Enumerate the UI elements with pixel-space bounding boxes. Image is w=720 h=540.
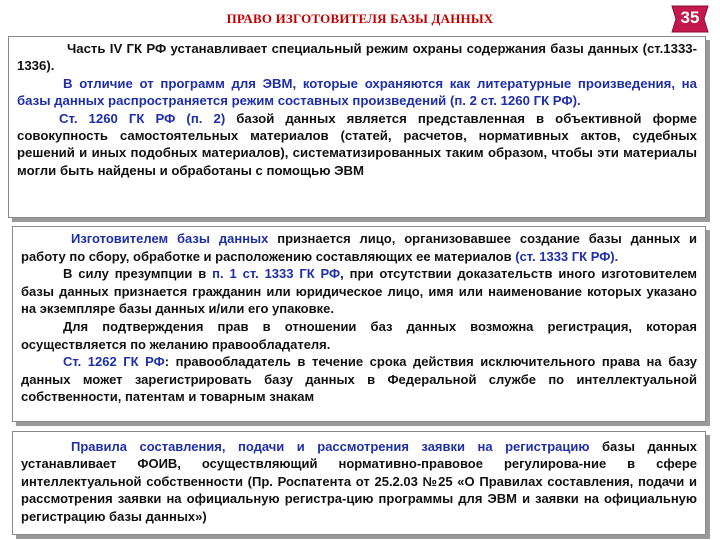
paragraph-definition (17, 110, 697, 180)
article-reference: (ст. 1333 ГК РФ). (515, 248, 619, 264)
article-reference: Ст. 1260 ГК РФ (п. 2) (59, 110, 226, 126)
panel-database-regime (8, 36, 706, 218)
panel-database-maker (12, 226, 706, 422)
paragraph-rules (21, 438, 697, 525)
paragraph-composite-works: В отличие от программ для ЭВМ, которые охраняются как литературные произведения, на базы данных распространяется режим составных произведений (п. 2 ст. 1260 ГК РФ). (17, 75, 697, 109)
paragraph-part-iv: Часть IV ГК РФ устанавливает специальный режим охраны содержания базы данных (ст.1333-1336). (17, 41, 697, 74)
article-reference: Ст. 1262 ГК РФ (63, 354, 165, 370)
article-1262-text: : правообладатель в течение срока действия исключительного права на базу данных может зарегистрировать базу данных в Федеральной службе по интеллектуальной собственности, патентам и товарным знакам (21, 354, 697, 405)
page-number: 35 (680, 8, 700, 27)
panel-registration-rules (12, 431, 706, 535)
rules-text: базы данных устанавливает ФОИВ, осуществляющий нормативно-правовое регулирова-ние в сфере интеллектуальной собственности (Пр. Роспатента от 25.2.03 №25 «О Правилах составления, подачи и рассмотрения заявки на официальную регистра-цию программы для ЭВМ и заявки на официальную регистрацию базы данных») (21, 439, 697, 524)
paragraph-maker-definition (21, 230, 697, 265)
presumption-lead: В силу презумпции в (63, 266, 213, 282)
paragraph-article-1262 (21, 353, 697, 406)
paragraph-presumption (21, 265, 697, 318)
maker-text: признается лицо, организовавшее создание базы данных и работу по сбору, обработке и расположению составляющих ее материалов (21, 231, 697, 264)
definition-text: базой данных является представленная в объективной форме совокупность самостоятельных материалов (статей, расчетов, нормативных актов, судебных решений и иных подобных материалов), систематизированных таким образом, чтобы эти материалы могли быть найдены и обработаны с помощью ЭВМ (17, 110, 697, 178)
paragraph-registration: Для подтверждения прав в отношении баз данных возможна регистрация, которая осуществляется по желанию правообладателя. (21, 318, 697, 352)
article-reference: п. 1 ст. 1333 ГК РФ (212, 266, 341, 282)
presumption-text: , при отсутствии доказательств иного изготовителем базы данных признается гражданин или юридическое лицо, имя или наименование которых указано на экземпляре базы данных и/или его упаковке. (21, 266, 698, 317)
rules-title: Правила составления, подачи и рассмотрения заявки на регистрацию (71, 439, 590, 454)
term-maker: Изготовителем базы данных (71, 231, 269, 246)
page-title: ПРАВО ИЗГОТОВИТЕЛЯ БАЗЫ ДАННЫХ (226, 11, 494, 26)
page-number-badge (668, 4, 712, 34)
